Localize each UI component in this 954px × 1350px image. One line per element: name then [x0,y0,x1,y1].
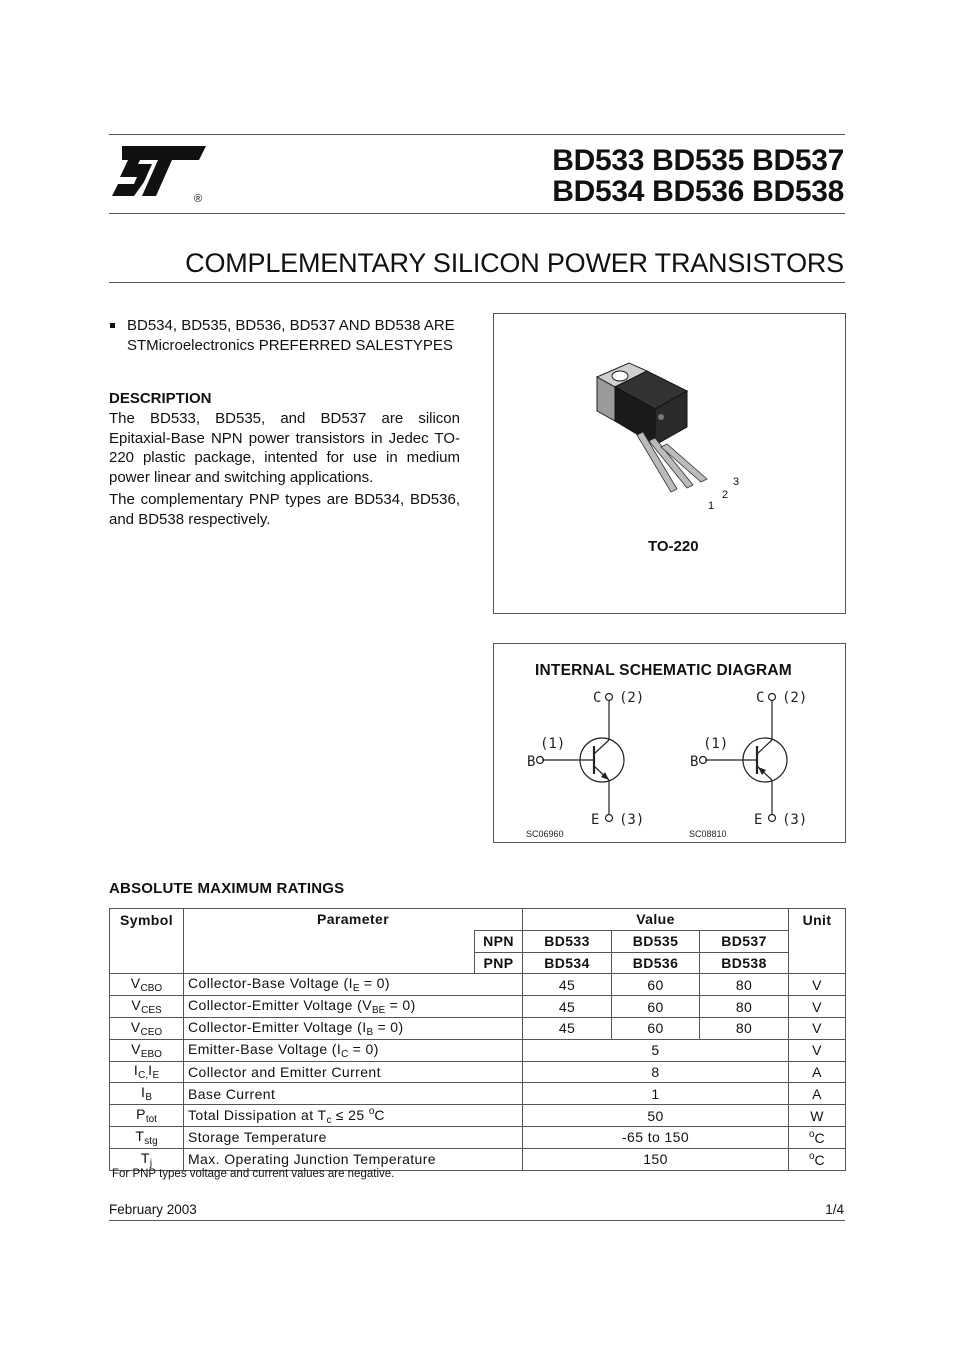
parameter-cell: Collector and Emitter Current [184,1061,523,1083]
pnp-base-label: B [690,754,699,770]
npn-emitter-label: E [591,812,600,828]
table-row [110,996,846,1018]
st-logo [108,142,208,204]
table-row [110,1061,846,1083]
table-row [110,1017,846,1039]
table-row [110,1148,846,1170]
schematic-box [493,643,846,843]
page-number: 1/4 [825,1202,844,1217]
symbol-column-header: Symbol [110,909,184,931]
npn-part: BD537 [700,930,789,952]
unit-cell: V [789,1017,846,1039]
table-row [110,1039,846,1061]
pnp-part: BD536 [612,952,700,974]
ratings-pnp-row [110,952,846,974]
value-cell: 45 [523,1017,612,1039]
npn-collector-pin: (2) [619,690,645,706]
symbol-cell: $V_{CES}$ [110,996,184,1018]
pnp-part: BD534 [523,952,612,974]
unit-cell: V [789,1039,846,1061]
description-body [109,409,460,532]
parameter-cell: Total Dissipation at $T_c \le 25$ $^o$C [184,1105,523,1127]
npn-part: BD535 [612,930,700,952]
part-numbers-line2: BD534 BD536 BD538 [552,175,844,208]
table-row [110,1126,846,1148]
value-cell: 45 [523,974,612,996]
footer-rule [109,1220,845,1221]
table-row [110,1105,846,1127]
bullet-icon [110,323,115,328]
unit-cell: A [789,1061,846,1083]
parameter-cell: Collector-Base Voltage $(I_E = 0)$ [184,974,523,996]
parameter-cell: Base Current [184,1083,523,1105]
symbol-cell: $P_{tot}$ [110,1105,184,1127]
pnp-transistor-symbol [689,690,807,839]
parameter-cell: Collector-Emitter Voltage $(I_B = 0)$ [184,1017,523,1039]
parameter-cell: Emitter-Base Voltage $(I_C = 0)$ [184,1039,523,1061]
ratings-header-row [110,909,846,931]
value-column-header: Value [523,909,789,931]
pnp-label: PNP [475,952,523,974]
pnp-emitter-pin: (3) [782,812,808,828]
symbol-cell: $I_B$ [110,1083,184,1105]
unit-cell: V [789,974,846,996]
unit-cell: W [789,1105,846,1127]
schematic-diagram [494,684,845,842]
value-cell: 80 [700,1017,789,1039]
value-cell: 5 [523,1039,789,1061]
package-label: TO-220 [648,538,699,555]
pin-2-label: 2 [722,489,729,501]
ratings-npn-row [110,930,846,952]
npn-transistor-symbol [526,690,644,839]
value-cell: 80 [700,974,789,996]
pnp-part: BD538 [700,952,789,974]
symbol-cell: $T_j$ [110,1148,184,1170]
npn-label: NPN [475,930,523,952]
symbol-cell: $V_{CEO}$ [110,1017,184,1039]
value-cell: 150 [523,1148,789,1170]
feature-bullet [110,316,462,355]
unit-cell: $^o$C [789,1148,846,1170]
pnp-collector-label: C [756,690,765,706]
value-cell: 60 [612,996,700,1018]
header-bottom-rule [109,213,845,214]
value-cell: 1 [523,1083,789,1105]
value-cell: 50 [523,1105,789,1127]
npn-diagram-code: SC06960 [526,829,564,839]
parameter-cell: Max. Operating Junction Temperature [184,1148,523,1170]
parameter-cell: Collector-Emitter Voltage $(V_{BE} = 0)$ [184,996,523,1018]
unit-column-header: Unit [789,909,846,931]
ratings-footnote: For PNP types voltage and current values are negative. [112,1168,395,1180]
description-paragraph-2: The complementary PNP types are BD534, BD536, and BD538 respectively. [109,491,460,528]
table-row [110,1083,846,1105]
value-cell: 80 [700,996,789,1018]
parameter-column-header: Parameter [184,909,523,931]
npn-base-pin: (1) [540,736,566,752]
value-cell: 60 [612,1017,700,1039]
unit-cell: V [789,996,846,1018]
registered-mark: ® [194,193,203,204]
pnp-collector-pin: (2) [782,690,808,706]
ratings-table [109,908,846,1171]
symbol-cell: $V_{EBO}$ [110,1039,184,1061]
package-box [493,313,846,614]
description-heading: DESCRIPTION [109,390,212,407]
table-row [110,974,846,996]
npn-base-label: B [527,754,536,770]
unit-cell: $^o$C [789,1126,846,1148]
description-paragraph-1: The BD533, BD535, and BD537 are silicon Epitaxial-Base NPN power transistors in Jedec TO-220 plastic package, intented for use in medium power linear and switching applications. [109,410,460,486]
value-cell: -65 to 150 [523,1126,789,1148]
to220-package-image [589,359,749,509]
unit-cell: A [789,1083,846,1105]
pin-1-label: 1 [708,500,715,509]
schematic-heading: INTERNAL SCHEMATIC DIAGRAM [535,662,792,679]
npn-emitter-pin: (3) [619,812,645,828]
npn-part: BD533 [523,930,612,952]
parameter-cell: Storage Temperature [184,1126,523,1148]
pnp-emitter-label: E [754,812,763,828]
ratings-heading: ABSOLUTE MAXIMUM RATINGS [109,880,345,897]
value-cell: 60 [612,974,700,996]
npn-collector-label: C [593,690,602,706]
pin-3-label: 3 [733,476,740,488]
value-cell: 45 [523,996,612,1018]
symbol-cell: $T_{stg}$ [110,1126,184,1148]
value-cell: 8 [523,1061,789,1083]
feature-bullet-text: BD534, BD535, BD536, BD537 AND BD538 ARE STMicroelectronics PREFERRED SALESTYPES [127,317,455,354]
symbol-cell: $V_{CBO}$ [110,974,184,996]
footer-date: February 2003 [109,1202,197,1217]
pnp-diagram-code: SC08810 [689,829,727,839]
symbol-cell: $I_{C,}I_E$ [110,1061,184,1083]
page-title: COMPLEMENTARY SILICON POWER TRANSISTORS [185,248,844,278]
pnp-base-pin: (1) [703,736,729,752]
title-underline [109,282,845,283]
header-top-rule [109,134,845,135]
part-numbers-line1: BD533 BD535 BD537 [552,144,844,177]
